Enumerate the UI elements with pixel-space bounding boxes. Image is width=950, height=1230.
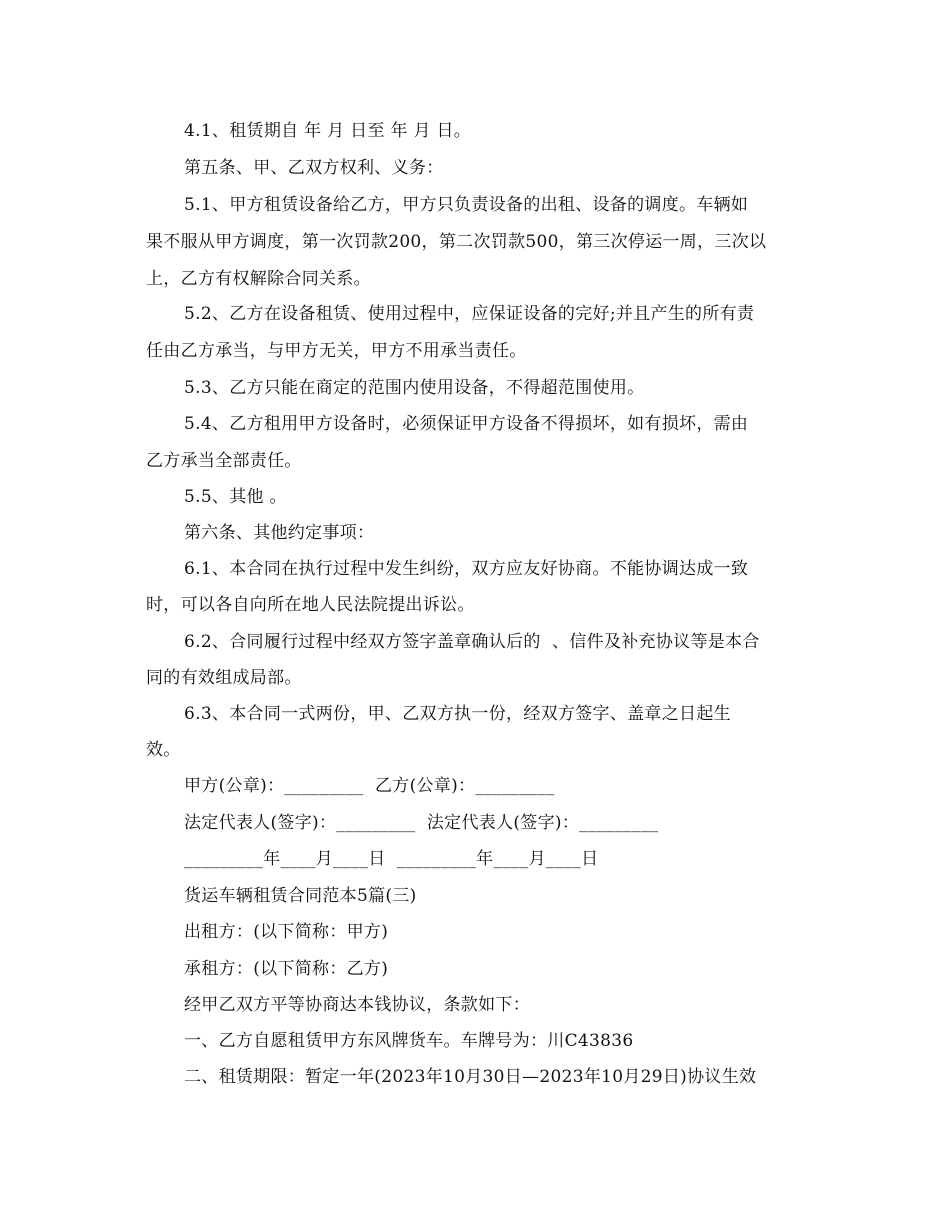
clause-6-1-line-2: 时，可以各自向所在地人民法院提出诉讼。 xyxy=(146,595,475,615)
date-line: _________年____月____日 _________年____月____日 xyxy=(184,849,599,869)
clause-5-1-line-2: 果不服从甲方调度，第一次罚款200，第二次罚款500，第三次停运一周，三次以 xyxy=(146,232,767,252)
clause-5-5: 5.5、其他 。 xyxy=(184,487,287,507)
clause-4-1: 4.1、租赁期自 年 月 日至 年 月 日。 xyxy=(184,121,472,141)
seal-line: 甲方(公章)：_________ 乙方(公章)：_________ xyxy=(184,776,555,796)
term-1: 一、乙方自愿租赁甲方东风牌货车。车牌号为：川C43836 xyxy=(184,1031,634,1051)
clause-6-1-line-1: 6.1、本合同在执行过程中发生纠纷，双方应友好协商。不能协调达成一致 xyxy=(184,559,749,579)
lessor-line: 出租方：(以下简称：甲方) xyxy=(184,922,389,942)
signature-line: 法定代表人(签字)：_________ 法定代表人(签字)：_________ xyxy=(184,813,659,833)
lessee-line: 承租方：(以下简称：乙方) xyxy=(184,959,389,979)
clause-6-2-line-2: 同的有效组成局部。 xyxy=(146,668,302,688)
clause-6-2-line-1: 6.2、合同履行过程中经双方签字盖章确认后的 、信件及补充协议等是本合 xyxy=(184,632,760,652)
clause-5-4-line-2: 乙方承当全部责任。 xyxy=(146,451,302,471)
clause-5-2-line-2: 任由乙方承当，与甲方无关，甲方不用承当责任。 xyxy=(146,341,527,361)
agreement-intro: 经甲乙双方平等协商达本钱协议，条款如下： xyxy=(184,995,530,1015)
clause-5-3: 5.3、乙方只能在商定的范围内使用设备，不得超范围使用。 xyxy=(184,378,645,398)
clause-5-1-line-1: 5.1、甲方租赁设备给乙方，甲方只负责设备的出租、设备的调度。车辆如 xyxy=(184,195,749,215)
clause-6-3-line-2: 效。 xyxy=(146,740,181,760)
clause-5-1-line-3: 上，乙方有权解除合同关系。 xyxy=(146,269,371,289)
section-title: 货运车辆租赁合同范本5篇(三) xyxy=(184,886,417,906)
term-2: 二、租赁期限：暂定一年(2023年10月30日—2023年10月29日)协议生效 xyxy=(184,1067,757,1087)
clause-5-2-line-1: 5.2、乙方在设备租赁、使用过程中，应保证设备的完好;并且产生的所有责 xyxy=(184,304,755,324)
article-6-heading: 第六条、其他约定事项： xyxy=(184,523,375,543)
clause-5-4-line-1: 5.4、乙方租用甲方设备时，必须保证甲方设备不得损坏，如有损坏，需由 xyxy=(184,414,749,434)
article-5-heading: 第五条、甲、乙双方权利、义务： xyxy=(184,158,444,178)
clause-6-3-line-1: 6.3、本合同一式两份，甲、乙双方执一份，经双方签字、盖章之日起生 xyxy=(184,704,731,724)
